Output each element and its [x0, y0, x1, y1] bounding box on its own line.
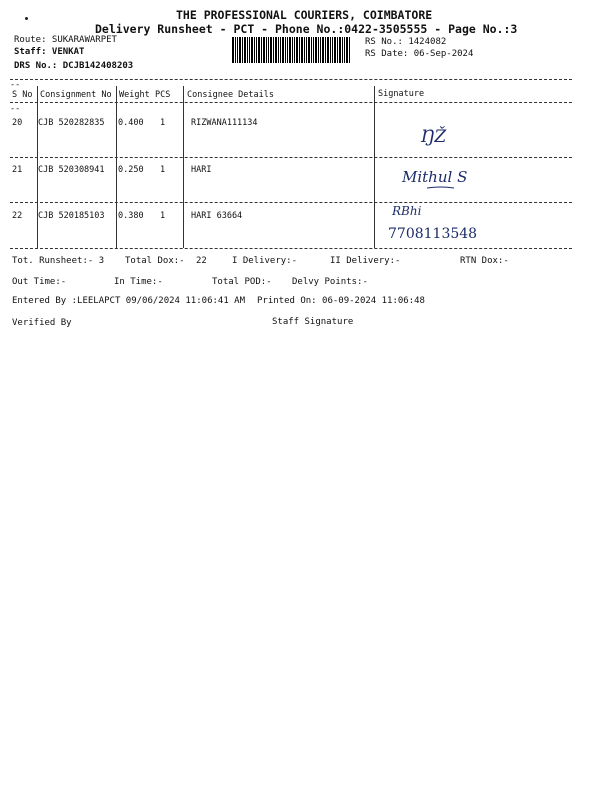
- leading-marks-2: --: [10, 104, 21, 114]
- ii-delivery: II Delivery:-: [330, 256, 401, 266]
- row-rule: [10, 157, 572, 158]
- total-pod: Total POD:-: [212, 277, 272, 287]
- company-name: THE PROFESSIONAL COURIERS, COIMBATORE: [176, 8, 433, 22]
- delvy-points: Delvy Points:-: [292, 277, 368, 287]
- leading-marks: --: [10, 80, 21, 90]
- col-header-sno: S No: [12, 90, 33, 100]
- col-divider: [116, 86, 117, 248]
- col-header-pcs: PCS: [155, 90, 171, 100]
- row-sno: 21: [12, 165, 23, 175]
- staff-label: Staff: VENKAT: [14, 47, 85, 57]
- col-header-signature: Signature: [378, 89, 425, 99]
- table-bottom-rule: [10, 248, 572, 249]
- row-consignment: CJB 520185103: [38, 211, 105, 221]
- rtn-dox: RTN Dox:-: [460, 256, 509, 266]
- route-label: Route: SUKARAWARPET: [14, 35, 117, 45]
- row-weight: 0.400: [118, 118, 144, 128]
- row-consignee: HARI 63664: [191, 211, 243, 221]
- col-header-consignee: Consignee Details: [187, 90, 274, 100]
- row-sno: 20: [12, 118, 23, 128]
- row-weight: 0.250: [118, 165, 144, 175]
- rs-number: RS No.: 1424082: [365, 37, 447, 47]
- printed-on: Printed On: 06-09-2024 11:06:48: [257, 296, 425, 306]
- total-dox-label: Total Dox:-: [125, 256, 185, 266]
- row-pcs: 1: [160, 165, 166, 175]
- in-time: In Time:-: [114, 277, 163, 287]
- signature-underline: [426, 185, 456, 191]
- signature-row-21: Mithul S: [402, 168, 468, 186]
- row-weight: 0.380: [118, 211, 144, 221]
- drs-number: DRS No.: DCJB142408203: [14, 61, 134, 71]
- out-time: Out Time:-: [12, 277, 67, 287]
- row-rule: [10, 202, 572, 203]
- staff-signature: Staff Signature: [272, 317, 354, 327]
- header-rule: [10, 102, 572, 103]
- i-delivery: I Delivery:-: [232, 256, 298, 266]
- row-consignee: RIZWANA111134: [191, 118, 258, 128]
- row-consignment: CJB 520308941: [38, 165, 105, 175]
- total-dox-value: 22: [196, 256, 207, 266]
- signature-row-22-phone: 7708113548: [388, 226, 478, 242]
- row-sno: 22: [12, 211, 23, 221]
- row-pcs: 1: [160, 211, 166, 221]
- rs-date: RS Date: 06-Sep-2024: [365, 49, 474, 59]
- row-consignee: HARI: [191, 165, 212, 175]
- col-divider: [183, 86, 184, 248]
- col-divider: [374, 86, 375, 248]
- row-pcs: 1: [160, 118, 166, 128]
- entered-by: Entered By :LEELAPCT 09/06/2024 11:06:41 AM: [12, 296, 245, 306]
- barcode-image: [232, 37, 358, 63]
- table-top-rule: [10, 79, 572, 80]
- col-header-weight: Weight: [119, 90, 150, 100]
- scan-speck: [25, 17, 28, 20]
- row-consignment: CJB 520282835: [38, 118, 105, 128]
- tot-runsheet: Tot. Runsheet:- 3: [12, 256, 105, 266]
- signature-row-22: RBhi: [392, 204, 422, 218]
- verified-by: Verified By: [12, 318, 72, 328]
- signature-row-20: ŊŽ: [420, 127, 447, 147]
- runsheet-title: Delivery Runsheet - PCT - Phone No.:0422-3505555 - Page No.:3: [95, 22, 518, 36]
- col-header-consignment: Consignment No: [40, 90, 112, 100]
